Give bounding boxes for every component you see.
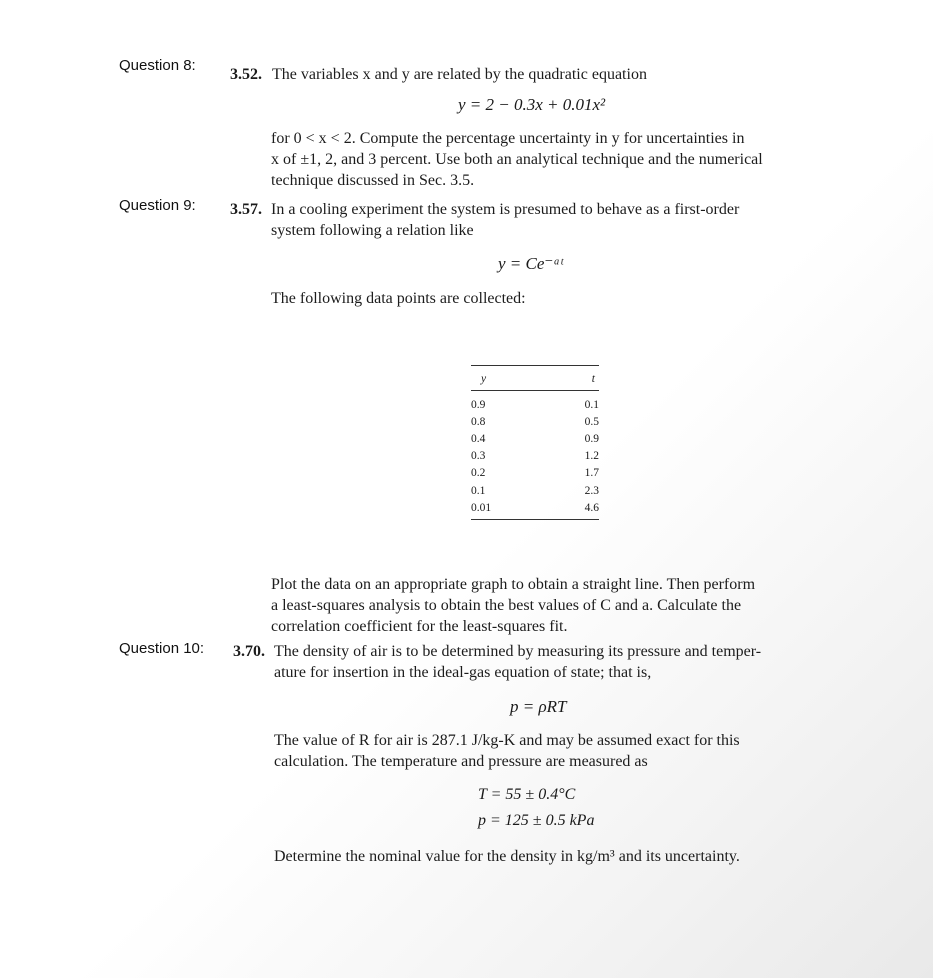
text-line: correlation coefficient for the least-squares fit. xyxy=(271,618,568,635)
cell-t: 0.1 xyxy=(584,398,599,411)
question-9-instructions xyxy=(271,574,755,637)
question-9-label: Question 9: xyxy=(119,197,196,214)
question-10-body xyxy=(274,730,740,772)
question-10-label: Question 10: xyxy=(119,640,205,657)
question-10-intro xyxy=(274,641,761,683)
question-8-equation: y = 2 − 0.3x + 0.01x² xyxy=(458,95,606,114)
cell-t: 0.9 xyxy=(584,432,599,445)
question-9-data-intro xyxy=(271,288,526,309)
cell-t: 2.3 xyxy=(584,484,599,497)
question-10-equation: p = ρRT xyxy=(510,697,567,716)
cell-y: 0.8 xyxy=(471,415,486,428)
cell-t: 1.7 xyxy=(584,467,599,480)
table-header-row xyxy=(471,366,599,391)
question-9-equation: y = Ce⁻ᵃᵗ xyxy=(498,254,564,273)
cell-t: 1.2 xyxy=(584,450,599,463)
cell-y: 0.9 xyxy=(471,398,486,411)
text-line: system following a relation like xyxy=(271,222,474,239)
problem-number-3-70: 3.70. xyxy=(233,643,265,660)
cell-y: 0.1 xyxy=(471,484,486,497)
text-line: x of ±1, 2, and 3 percent. Use both an analytical technique and the numerical xyxy=(271,151,763,168)
table-row xyxy=(471,430,599,447)
question-8-label: Question 8: xyxy=(119,57,196,74)
cell-t: 0.5 xyxy=(584,415,599,428)
cell-y: 0.3 xyxy=(471,450,486,463)
problem-number-3-57: 3.57. xyxy=(230,201,262,218)
text-line: for 0 < x < 2. Compute the percentage uncertainty in y for uncertainties in xyxy=(271,130,745,147)
problem-number-3-52: 3.52. xyxy=(230,66,262,83)
question-9-intro xyxy=(271,199,739,241)
text-line: ature for insertion in the ideal-gas equation of state; that is, xyxy=(274,664,652,681)
table-row xyxy=(471,499,599,520)
text-line: Determine the nominal value for the density in kg/m³ and its uncertainty. xyxy=(274,848,740,865)
text-line: calculation. The temperature and pressure are measured as xyxy=(274,753,648,770)
text-line: The following data points are collected: xyxy=(271,290,526,307)
table-row xyxy=(471,448,599,465)
data-table xyxy=(471,365,599,520)
text-line: The density of air is to be determined by measuring its pressure and temper- xyxy=(274,643,762,660)
question-10-instructions xyxy=(274,846,740,867)
text-line: Plot the data on an appropriate graph to obtain a straight line. Then perform xyxy=(271,576,756,593)
column-header-y: y xyxy=(471,366,546,391)
cell-y: 0.2 xyxy=(471,467,486,480)
table-row xyxy=(471,391,599,414)
cell-y: 0.01 xyxy=(471,499,546,520)
pressure-measurement: p = 125 ± 0.5 kPa xyxy=(478,812,595,829)
table-row xyxy=(471,413,599,430)
column-header-t: t xyxy=(546,366,599,391)
question-8-body xyxy=(271,128,763,191)
text-line: a least-squares analysis to obtain the best values of C and a. Calculate the xyxy=(271,597,742,614)
text-line: technique discussed in Sec. 3.5. xyxy=(271,172,475,189)
text-line: The value of R for air is 287.1 J/kg-K and may be assumed exact for this xyxy=(274,732,740,749)
question-8-intro xyxy=(272,64,647,85)
table-row xyxy=(471,465,599,482)
text-line: In a cooling experiment the system is presumed to behave as a first-order xyxy=(271,201,740,218)
cell-t: 4.6 xyxy=(546,499,599,520)
temperature-measurement: T = 55 ± 0.4°C xyxy=(478,786,576,803)
table-row xyxy=(471,482,599,499)
cell-y: 0.4 xyxy=(471,432,486,445)
text-line: The variables x and y are related by the quadratic equation xyxy=(272,66,647,83)
